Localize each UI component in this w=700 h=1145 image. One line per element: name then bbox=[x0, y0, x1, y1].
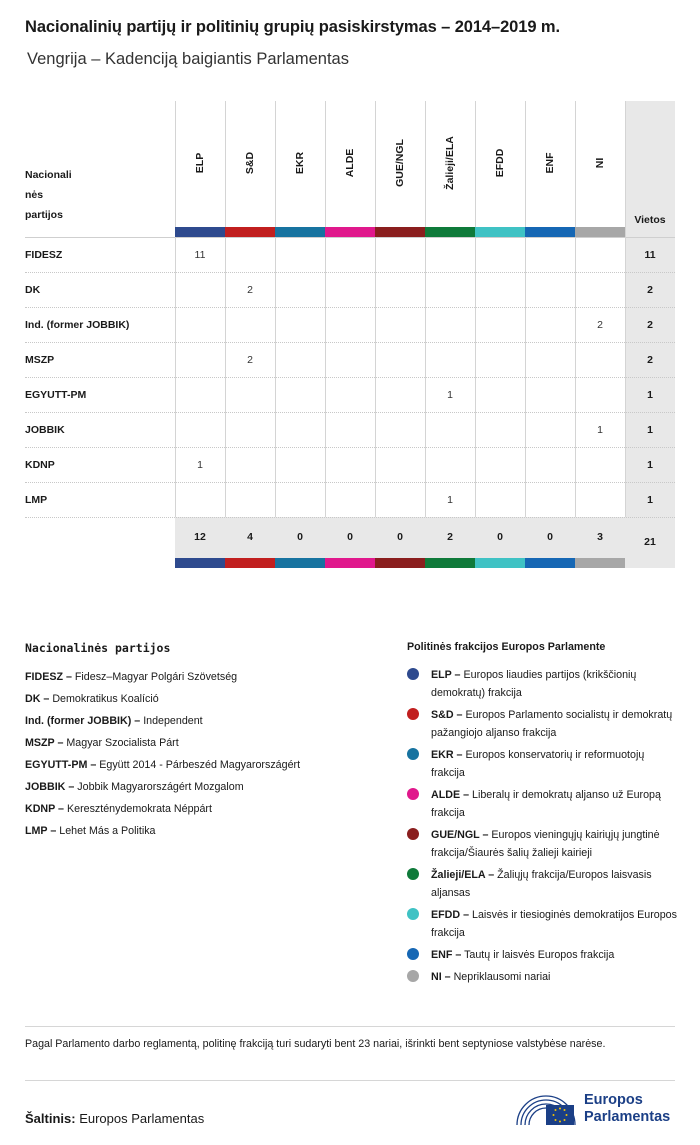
seat-cell bbox=[175, 308, 225, 343]
logo-line-2: Parlamentas bbox=[584, 1109, 671, 1125]
seat-cell bbox=[475, 448, 525, 483]
seat-cell bbox=[525, 483, 575, 518]
seat-cell: 1 bbox=[197, 459, 203, 471]
group-color-bar-top bbox=[475, 227, 525, 237]
seat-cell bbox=[225, 448, 275, 483]
group-column-header bbox=[275, 101, 325, 227]
seat-cell bbox=[225, 413, 275, 448]
group-full-name: Europos konservatorių ir reformuotojų frakcija bbox=[431, 749, 645, 779]
party-name: FIDESZ bbox=[25, 249, 63, 261]
group-column-label: NI bbox=[594, 157, 606, 169]
group-color-dot bbox=[407, 908, 419, 920]
party-abbr: LMP – bbox=[25, 825, 57, 837]
party-full-name: Fidesz–Magyar Polgári Szövetség bbox=[74, 671, 238, 683]
party-name: Ind. (former JOBBIK) bbox=[25, 319, 130, 331]
group-full-name: Europos vieningųjų kairiųjų jungtinė frakcija/Šiaurės šalių žalieji kairieji bbox=[431, 829, 660, 859]
seat-cell bbox=[525, 273, 575, 308]
group-color-dot bbox=[407, 828, 419, 840]
seat-cell bbox=[275, 448, 325, 483]
party-abbr: DK – bbox=[25, 693, 50, 705]
seat-cell: 1 bbox=[597, 424, 603, 436]
table-row bbox=[25, 413, 675, 448]
seat-cell bbox=[375, 413, 425, 448]
seat-cell bbox=[375, 448, 425, 483]
seat-cell bbox=[225, 238, 275, 273]
seat-cell bbox=[225, 308, 275, 343]
seat-cell bbox=[275, 238, 325, 273]
row-total: 2 bbox=[647, 319, 653, 331]
group-column-label: Žalieji/ELA bbox=[444, 136, 456, 190]
seat-cell bbox=[325, 413, 375, 448]
party-name: KDNP bbox=[25, 459, 55, 471]
source-value: Europos Parlamentas bbox=[79, 1111, 205, 1126]
seat-cell bbox=[275, 413, 325, 448]
group-color-bar-top bbox=[325, 227, 375, 237]
group-full-name: Žaliųjų frakcija/Europos laisvasis aljansas bbox=[431, 869, 652, 899]
group-column-header bbox=[425, 101, 475, 227]
table-row bbox=[25, 308, 675, 343]
party-name: JOBBIK bbox=[25, 424, 65, 436]
seat-cell bbox=[475, 343, 525, 378]
party-name: EGYUTT-PM bbox=[25, 389, 87, 401]
row-total: 2 bbox=[647, 354, 653, 366]
group-color-bar-bottom bbox=[325, 558, 375, 568]
seat-cell bbox=[325, 448, 375, 483]
seat-cell bbox=[425, 413, 475, 448]
group-abbr: ENF – bbox=[431, 949, 462, 961]
seat-cell: 1 bbox=[447, 494, 453, 506]
group-column-label: ENF bbox=[544, 152, 556, 174]
party-legend-item bbox=[25, 688, 300, 710]
logo-line-1: Europos bbox=[584, 1092, 643, 1108]
european-parliament-logo bbox=[515, 1089, 675, 1129]
party-legend-item bbox=[25, 798, 300, 820]
group-column-header bbox=[225, 101, 275, 227]
group-color-bar-bottom bbox=[175, 558, 225, 568]
group-column-label: EKR bbox=[294, 151, 306, 175]
party-full-name: Demokratikus Koalíció bbox=[52, 693, 159, 705]
group-color-bar-top bbox=[525, 227, 575, 237]
seat-cell bbox=[475, 378, 525, 413]
group-full-name: Laisvės ir tiesioginės demokratijos Europos frakcija bbox=[431, 909, 677, 939]
seat-cell bbox=[275, 343, 325, 378]
seat-cell bbox=[275, 483, 325, 518]
group-color-bar-top bbox=[175, 227, 225, 237]
group-abbr: GUE/NGL – bbox=[431, 829, 489, 841]
group-color-dot bbox=[407, 748, 419, 760]
group-color-bar-bottom bbox=[375, 558, 425, 568]
group-abbr: NI – bbox=[431, 971, 451, 983]
table-row bbox=[25, 238, 675, 273]
group-total: 0 bbox=[297, 531, 303, 543]
party-abbr: MSZP – bbox=[25, 737, 64, 749]
group-column-header bbox=[325, 101, 375, 227]
group-color-dot bbox=[407, 970, 419, 982]
page-title: Nacionalinių partijų ir politinių grupių pasiskirstymas – 2014–2019 m. bbox=[25, 18, 560, 36]
party-legend-item bbox=[25, 776, 300, 798]
seat-cell bbox=[575, 378, 625, 413]
group-column-label: ALDE bbox=[344, 148, 356, 178]
group-full-name: Europos liaudies partijos (krikščionių demokratų) frakcija bbox=[431, 669, 637, 699]
european-parliament-hemicycle-icon bbox=[515, 1091, 577, 1127]
seat-cell bbox=[325, 483, 375, 518]
grand-total: 21 bbox=[644, 536, 656, 548]
seat-cell bbox=[525, 378, 575, 413]
seat-cell bbox=[425, 448, 475, 483]
seat-cell bbox=[175, 343, 225, 378]
seat-cell bbox=[475, 483, 525, 518]
party-name: LMP bbox=[25, 494, 48, 506]
seat-cell: 1 bbox=[447, 389, 453, 401]
group-color-bar-bottom bbox=[475, 558, 525, 568]
group-color-bar-bottom bbox=[575, 558, 625, 568]
seat-cell: 2 bbox=[247, 354, 253, 366]
group-legend-item bbox=[407, 666, 677, 702]
group-total: 2 bbox=[447, 531, 453, 543]
row-total: 2 bbox=[647, 284, 653, 296]
group-full-name: Tautų ir laisvės Europos frakcija bbox=[464, 949, 615, 961]
seat-cell bbox=[225, 378, 275, 413]
row-total: 1 bbox=[647, 424, 653, 436]
seat-cell bbox=[425, 238, 475, 273]
group-color-dot bbox=[407, 788, 419, 800]
group-total: 3 bbox=[597, 531, 603, 543]
group-full-name: Liberalų ir demokratų aljanso už Europą frakcija bbox=[431, 789, 661, 819]
group-color-dot bbox=[407, 668, 419, 680]
party-legend-item bbox=[25, 710, 300, 732]
seat-cell bbox=[425, 343, 475, 378]
group-total: 4 bbox=[247, 531, 253, 543]
table-row bbox=[25, 343, 675, 378]
group-full-name: Europos Parlamento socialistų ir demokratų pažangiojo aljanso frakcija bbox=[431, 709, 673, 739]
party-abbr: Ind. (former JOBBIK) – bbox=[25, 715, 141, 727]
political-groups-legend-heading: Politinės frakcijos Europos Parlamente bbox=[407, 641, 606, 653]
group-column-header bbox=[375, 101, 425, 227]
group-color-bar-bottom bbox=[275, 558, 325, 568]
group-total: 0 bbox=[547, 531, 553, 543]
table-row bbox=[25, 483, 675, 518]
divider bbox=[25, 1080, 675, 1081]
seat-cell bbox=[175, 413, 225, 448]
seat-cell bbox=[325, 273, 375, 308]
seat-cell bbox=[175, 273, 225, 308]
group-color-bar-top bbox=[375, 227, 425, 237]
source-label: Šaltinis: bbox=[25, 1111, 76, 1126]
party-full-name: Independent bbox=[143, 715, 203, 727]
seat-cell bbox=[525, 448, 575, 483]
table-row bbox=[25, 273, 675, 308]
national-parties-column-header bbox=[25, 165, 95, 225]
row-total: 1 bbox=[647, 494, 653, 506]
group-column-header bbox=[575, 101, 625, 227]
group-column-label: GUE/NGL bbox=[394, 139, 406, 187]
party-full-name: Magyar Szocialista Párt bbox=[66, 737, 179, 749]
group-color-bar-bottom bbox=[525, 558, 575, 568]
national-parties-legend-heading: Nacionalinės partijos bbox=[25, 641, 171, 655]
group-legend-item bbox=[407, 906, 677, 942]
party-abbr: KDNP – bbox=[25, 803, 65, 815]
source-line bbox=[25, 1111, 204, 1126]
seat-cell bbox=[475, 308, 525, 343]
group-legend-item bbox=[407, 746, 677, 782]
group-color-bar-top bbox=[425, 227, 475, 237]
party-name: MSZP bbox=[25, 354, 55, 366]
seat-cell bbox=[325, 343, 375, 378]
table-row bbox=[25, 378, 675, 413]
party-full-name: Lehet Más a Politika bbox=[59, 825, 156, 837]
seat-cell bbox=[275, 378, 325, 413]
group-abbr: EKR – bbox=[431, 749, 463, 761]
party-full-name: Együtt 2014 - Párbeszéd Magyarországért bbox=[99, 759, 301, 771]
group-column-label: ELP bbox=[194, 152, 206, 174]
seat-cell bbox=[575, 448, 625, 483]
group-column-header bbox=[475, 101, 525, 227]
row-total: 1 bbox=[647, 389, 653, 401]
party-full-name: Kereszténydemokrata Néppárt bbox=[67, 803, 212, 815]
party-legend-item bbox=[25, 666, 300, 688]
group-color-bar-top bbox=[275, 227, 325, 237]
group-abbr: ELP – bbox=[431, 669, 461, 681]
group-color-bar-bottom bbox=[425, 558, 475, 568]
party-abbr: FIDESZ – bbox=[25, 671, 72, 683]
footnote: Pagal Parlamento darbo reglamentą, politinę frakciją turi sudaryti bent 23 nariai, išrinkti bent septyniose valstybėse narėse. bbox=[25, 1038, 606, 1050]
group-total: 0 bbox=[397, 531, 403, 543]
seat-cell: 2 bbox=[247, 284, 253, 296]
seat-cell bbox=[325, 378, 375, 413]
seat-cell bbox=[225, 483, 275, 518]
group-color-bar-top bbox=[225, 227, 275, 237]
group-color-bar-bottom bbox=[225, 558, 275, 568]
group-abbr: Žalieji/ELA – bbox=[431, 869, 495, 881]
group-color-dot bbox=[407, 868, 419, 880]
party-abbr: JOBBIK – bbox=[25, 781, 75, 793]
seat-cell: 11 bbox=[194, 249, 206, 261]
group-abbr: ALDE – bbox=[431, 789, 470, 801]
seat-cell: 2 bbox=[597, 319, 603, 331]
party-name: DK bbox=[25, 284, 41, 296]
seat-cell bbox=[275, 273, 325, 308]
seat-cell bbox=[575, 343, 625, 378]
divider bbox=[25, 1026, 675, 1027]
political-groups-legend bbox=[407, 641, 677, 990]
seat-cell bbox=[175, 483, 225, 518]
logo-wordmark bbox=[584, 1092, 670, 1126]
seat-cell bbox=[375, 378, 425, 413]
group-column-header bbox=[525, 101, 575, 227]
group-abbr: EFDD – bbox=[431, 909, 470, 921]
group-abbr: S&D – bbox=[431, 709, 463, 721]
seat-cell bbox=[375, 343, 425, 378]
seat-cell bbox=[575, 238, 625, 273]
seat-cell bbox=[425, 308, 475, 343]
group-color-dot bbox=[407, 948, 419, 960]
seat-cell bbox=[375, 273, 425, 308]
national-parties-legend bbox=[25, 641, 300, 842]
group-legend-item bbox=[407, 866, 677, 902]
group-legend-item bbox=[407, 826, 677, 862]
group-color-dot bbox=[407, 708, 419, 720]
row-total: 1 bbox=[647, 459, 653, 471]
page-subtitle: Vengrija – Kadenciją baigiantis Parlamentas bbox=[27, 50, 349, 68]
seat-cell bbox=[575, 483, 625, 518]
seat-cell bbox=[525, 238, 575, 273]
group-full-name: Nepriklausomi nariai bbox=[453, 971, 551, 983]
seat-cell bbox=[475, 413, 525, 448]
seat-cell bbox=[475, 273, 525, 308]
seat-cell bbox=[325, 308, 375, 343]
group-column-label: S&D bbox=[244, 151, 256, 175]
seat-cell bbox=[525, 308, 575, 343]
party-legend-item bbox=[25, 732, 300, 754]
group-legend-item bbox=[407, 786, 677, 822]
group-column-label: EFDD bbox=[494, 148, 506, 178]
seat-cell bbox=[475, 238, 525, 273]
group-legend-item bbox=[407, 946, 677, 964]
header-line-1: Nacionali bbox=[25, 169, 72, 181]
seat-cell bbox=[175, 378, 225, 413]
seat-cell bbox=[275, 308, 325, 343]
group-legend-item bbox=[407, 968, 677, 986]
seat-cell bbox=[525, 413, 575, 448]
header-line-3: partijos bbox=[25, 209, 63, 221]
party-legend-item bbox=[25, 754, 300, 776]
party-full-name: Jobbik Magyarországért Mozgalom bbox=[77, 781, 244, 793]
header-line-2: nės bbox=[25, 189, 44, 201]
seat-cell bbox=[425, 273, 475, 308]
party-abbr: EGYUTT-PM – bbox=[25, 759, 97, 771]
seat-cell bbox=[575, 273, 625, 308]
table-row bbox=[25, 448, 675, 483]
seat-cell bbox=[375, 308, 425, 343]
seat-cell bbox=[525, 343, 575, 378]
group-total: 0 bbox=[347, 531, 353, 543]
group-column-header bbox=[175, 101, 225, 227]
seat-cell bbox=[325, 238, 375, 273]
seat-cell bbox=[375, 238, 425, 273]
seat-cell bbox=[375, 483, 425, 518]
group-total: 0 bbox=[497, 531, 503, 543]
party-legend-item bbox=[25, 820, 300, 842]
group-legend-item bbox=[407, 706, 677, 742]
row-total: 11 bbox=[644, 249, 656, 261]
group-total: 12 bbox=[194, 531, 206, 543]
group-color-bar-top bbox=[575, 227, 625, 237]
seats-column-header: Vietos bbox=[634, 214, 666, 226]
